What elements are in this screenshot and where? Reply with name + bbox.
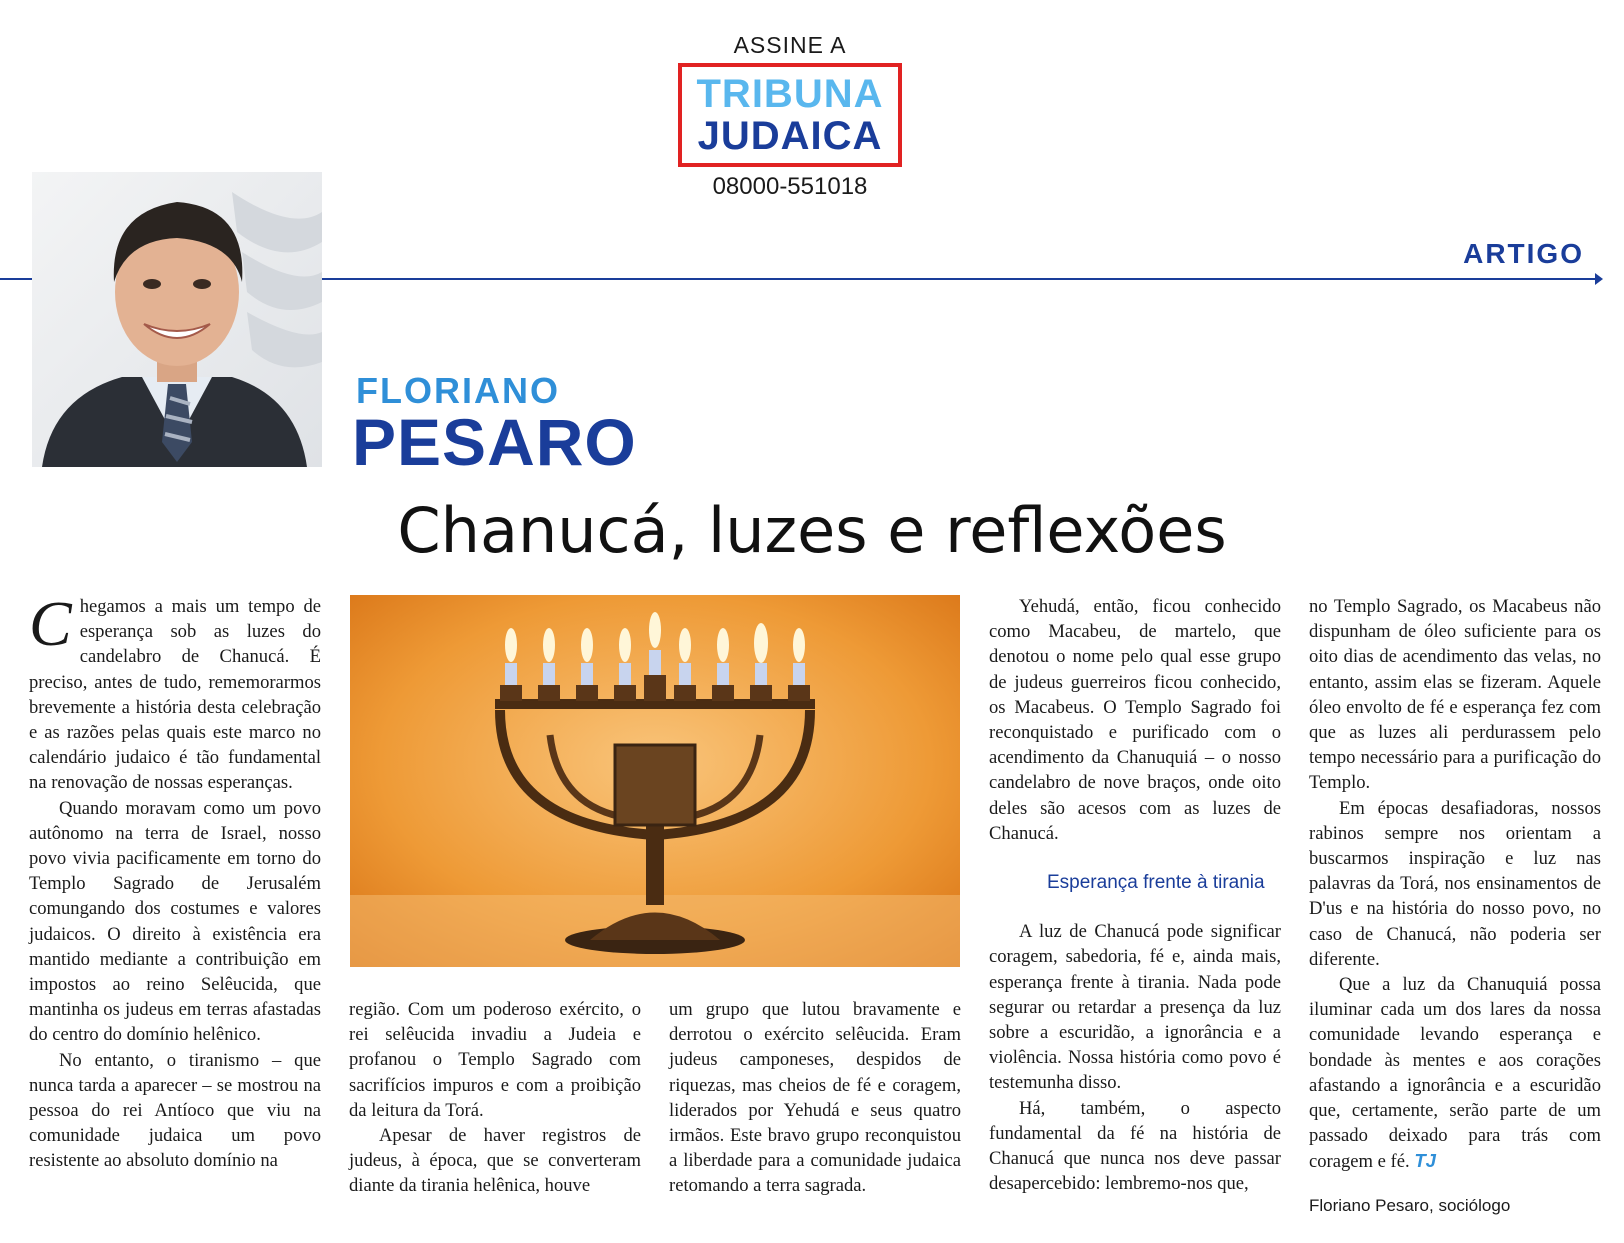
section-rule-left [0, 278, 32, 280]
menorah-icon [350, 595, 960, 967]
paragraph [29, 588, 321, 796]
subscription-ad[interactable] [660, 32, 920, 201]
paragraph: região. Com um poderoso exército, o rei selêucida invadiu a Judeia e profanou o Templo Sagrado com sacrifícios impuros e com a proibição da leitura da Torá. [349, 999, 641, 1121]
article-column-4 [989, 594, 1281, 1196]
end-mark: TJ [1414, 1150, 1437, 1172]
section-rule-right [322, 278, 1598, 280]
paragraph-text: Que a luz da Chanuquiá possa iluminar cada um dos lares da nossa comunidade levando esperança e bondade às mentes e aos corações afastando a ignorância e a escuridão que, certamente, serão parte de um passado deixado para trás com coragem e fé. [1309, 974, 1601, 1173]
ad-logo-box[interactable] [678, 63, 902, 167]
section-subhead: Esperança frente à tirania [1047, 872, 1265, 894]
article-headline: Chanucá, luzes e reflexões [397, 494, 1227, 567]
article-column-3 [669, 997, 961, 1199]
ad-brand-line1: TRIBUNA [696, 72, 884, 116]
paragraph: no Templo Sagrado, os Macabeus não dispunham de óleo suficiente para os oito dias de acendimento das velas, no entanto, assim elas se fizeram. Aquele óleo envolto de fé e esperança fez com que as luzes ali perdurassem pelo tempo necessário para a purificação do Templo. [1309, 596, 1601, 794]
section-tag: ARTIGO [1463, 238, 1584, 269]
article-column-1 [29, 588, 321, 1174]
paragraph [1309, 972, 1601, 1175]
paragraph: um grupo que lutou bravamente e derrotou o exército selêucida. Eram judeus camponeses, despidos de riquezas, mas cheios de fé e coragem, liderados por Yehudá e seus quatro irmãos. Este bravo grupo reconquistou a liberdade para a comunidade judaica retomando a terra sagrada. [669, 999, 961, 1197]
dropcap: C [29, 588, 72, 659]
paragraph: Há, também, o aspecto fundamental da fé na história de Chanucá que nunca nos deve passar desapercebido: lembremo-nos que, [989, 1097, 1281, 1195]
paragraph: Em épocas desafiadoras, nossos rabinos sempre nos orientam a buscarmos inspiração e luz nas palavras da Torá, nos ensinamentos de D'us e na história do nosso povo, no caso de Chanucá, não poderia ser diferente. [1309, 797, 1601, 970]
author-first-name: FLORIANO [356, 370, 560, 411]
article-column-2 [349, 997, 641, 1199]
ad-phone: 08000-551018 [712, 173, 868, 200]
section-rule-arrow [1595, 273, 1603, 285]
paragraph: A luz de Chanucá pode significar coragem, sabedoria, fé e, ainda mais, esperança frente à tirania. Nada pode segurar ou retardar a presença da luz sobre a escuridão, a ignorância e a violência. Nossa história como povo é testemunha disso. [989, 921, 1281, 1094]
author-portrait-icon [32, 172, 322, 467]
paragraph: Yehudá, então, ficou conhecido como Macabeu, de martelo, que denotou o nome pelo qual esse grupo de judeus guerreiros ficou conhecido, os Macabeus. O Templo Sagrado foi reconquistado e purificado com o acendimento da Chanuquiá – o nosso candelabro de nove braços, onde oito deles são acesos com as luzes de Chanucá. [989, 596, 1281, 844]
paragraph: Quando moravam como um povo autônomo na terra de Israel, nosso povo vivia pacificamente em torno do Templo Sagrado de Jerusalém comungando dos costumes e valores judaicos. O direito à existência era mantido mediante a contribuição em impostos ao reino Selêucida, que mantinha os judeus em terras afastadas do centro do domínio helênico. [29, 797, 321, 1046]
paragraph: Apesar de haver registros de judeus, à época, que se converteram diante da tirania helênica, houve [349, 1125, 641, 1197]
author-last-name: PESARO [352, 405, 637, 479]
ad-subscribe-label: ASSINE A [733, 32, 847, 58]
paragraph: No entanto, o tiranismo – que nunca tarda a aparecer – se mostrou na pessoa do rei Antíoco que viu na comunidade judaica um povo resistente ao absoluto domínio na [29, 1049, 321, 1172]
ad-brand-line2: JUDAICA [697, 114, 883, 158]
menorah-photo [350, 595, 960, 967]
author-byline: Floriano Pesaro, sociólogo [1309, 1195, 1511, 1215]
article-column-5 [1309, 594, 1601, 1218]
paragraph-text: hegamos a mais um tempo de esperança sob as luzes do candelabro de Chanucá. É preciso, antes de tudo, rememorarmos brevemente a história desta celebração e as razões pelas quais este marco no calendário judaico é tão fundamental na renovação de nossas esperanças. [29, 596, 321, 794]
author-photo [32, 172, 322, 467]
